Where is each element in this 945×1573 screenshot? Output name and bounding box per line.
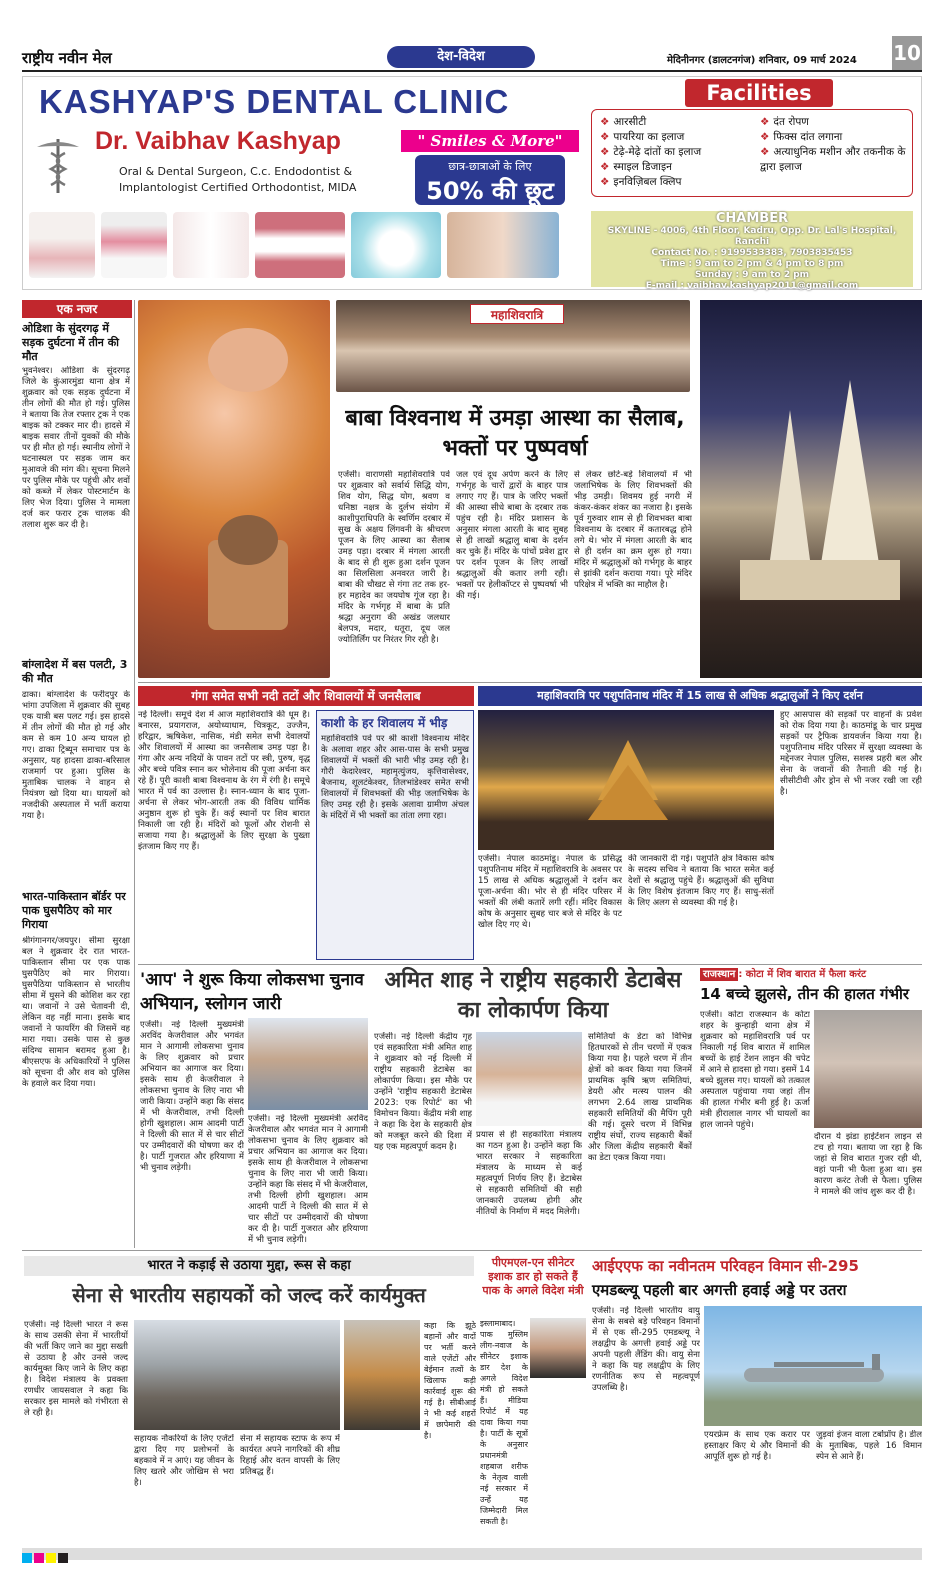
color-swatch: [46, 1553, 56, 1563]
chamber-time: Time : 9 am to 2 pm & 4 pm to 8 pm: [660, 259, 844, 269]
facility-item: ❖ आरसीटी: [600, 115, 758, 130]
ad-credentials-line1: Oral & Dental Surgeon, C.c. Endodontist &: [119, 165, 353, 178]
c295-aircraft-photo: [704, 1306, 922, 1426]
pashupati-col3: हुए आसपास की सड़कों पर वाहनों के प्रवेश को रोक दिया गया है। काठमांडू के चार प्रमुख सड़कों पर ट्रैफिक डायवर्जन किया गया है। पशुपतिनाथ मंदिर परिसर में सुरक्षा व्यवस्था के मद्देनजर नेपाल पुलिस, सशस्त्र प्रहरी बल और सेना के जवानों की तैनाती की गई है। सीसीटीवी और ड्रोन से भी नजर रखी जा रही है।: [780, 710, 922, 797]
top-story-col2: जल एवं दूध अर्पण करने के लिए गर्भगृह के चारों द्वारों के बाहर पात्र लगाए गए हैं। पात्र के जरिए भक्तों की आस्था सीधे बाबा के दरबार तक पहुंच रही है। मंदिर प्रशासन के अनुसार मंगला आरती के बाद सुबह से ही लाखों श्रद्धालु बाबा के दर्शन कर चुके हैं। मंदिर के पांचों प्रवेश द्वार पर दर्शन पूजन के लिए लाखों श्रद्धालुओं की कतार लगी रही। भक्तों पर हेलीकॉप्टर से पुष्पवर्षा भी की गई।: [456, 470, 568, 601]
kota-headline: 14 बच्चे झुलसे, तीन की हालत गंभीर: [700, 985, 910, 1003]
ad-slogan: " Smiles & More": [401, 130, 579, 152]
ganga-sub-box: [316, 710, 474, 960]
chamber-info: [591, 211, 913, 291]
pak-body: इस्लामाबाद। पाक मुस्लिम लीग-नवाज के सीनेटर इशाक डार देश के अगले विदेश मंत्री हो सकते हैं। मीडिया रिपोर्ट में यह दावा किया गया है। पार्टी के सूत्रों के अनुसार प्रधानमंत्री शहबाज शरीफ के नेतृत्व वाली नई सरकार में उन्हें यह जिम्मेदारी मिल सकती है।: [480, 1319, 528, 1526]
russia-col4: कहा कि झूठे बहानों और वादों पर भर्ती करने वाले एजेंटों और बेईमान तत्वों के खिलाफ कड़ी कार्रवाई शुरू की गई है। सीबीआई ने भी कई शहरों में छापेमारी की है।: [424, 1321, 476, 1440]
left-story1-body: भुवनेश्वर। ओडिशा के सुंदरगढ़ जिले के कुंआरमुंडा थाना क्षेत्र में शुक्रवार को एक सड़क दुर्घटना में तीन लोगों की मौत हो गई। पुलिस ने बताया कि तेज रफ्तार ट्रक ने एक बाइक को टक्कर मार दी। हादसे में बाइक सवार तीनों युवकों की मौके पर ही मौत हो गई। स्थानीय लोगों ने घटनास्थल पर सड़क जाम कर मुआवजे की मांग की। सूचना मिलने पर पुलिस मौके पर पहुंची और शवों को कब्जे में लेकर पोस्टमार्टम के लिए भेज दिया। पुलिस ने मामला दर्ज कर फरार ट्रक चालक की तलाश शुरू कर दी है।: [22, 366, 130, 530]
ad-discount-badge: [415, 155, 565, 205]
kejriwal-photo: [248, 1018, 368, 1110]
russia-col2: सहायक नौकरियों के लिए एजेंटों द्वारा दिए गए प्रलोभनों के बहकावे में न आएं। यह जीवन के लिए खतरे और जोखिम से भरा है।: [134, 1434, 234, 1488]
child-patient-image: [447, 212, 559, 278]
pashupati-col2: की जानकारी दी गई। पशुपति क्षेत्र विकास कोष के सदस्य सचिव ने बताया कि भारत समेत कई देशों से श्रद्धालु पहुंचे हैं। श्रद्धालुओं की सुविधा के लिए विशेष इंतजाम किए गए हैं। साधु-संतों के लिए अलग से व्यवस्था की गई है।: [628, 854, 774, 908]
russia-kicker: भारत ने कड़ाई से उठाया मुद्दा, रूस से कहा: [24, 1256, 474, 1276]
shivling-photo: [138, 300, 330, 678]
section-label: देश-विदेश: [387, 46, 535, 68]
kota-kicker: [700, 966, 922, 980]
divider-1: [138, 682, 922, 683]
russia-col1: एजेंसी। नई दिल्ली भारत ने रूस के साथ उसकी सेना में भारतीयों की भर्ती किए जाने का मुद्दा सख्ती से उठाया है और उनसे जल्द कार्यमुक्त किए जाने के लिए कहा है। विदेश मंत्रालय के प्रवक्ता रणधीर जायसवाल ने कहा कि सरकार इस मामले को गंभीरता से ले रही है।: [24, 1320, 128, 1418]
russia-battlefield-photo: [134, 1320, 340, 1430]
discount-line1: छात्र-छात्राओं के लिए: [448, 160, 532, 173]
facility-item: ❖ अत्याधुनिक मशीन और तकनीक के द्वारा इलाज: [760, 145, 910, 175]
chamber-title: CHAMBER: [715, 211, 789, 226]
kota-body-2: दौरान ये झंडा हाईटेंशन लाइन से टच हो गया। बताया जा रहा है कि जहां से शिव बारात गुजर रही थी, वहां पानी भी फैला हुआ था। इस कारण करंट तेजी से फैला। पुलिस ने मामले की जांच शुरू कर दी है।: [814, 1132, 922, 1197]
aap-body: एजेंसी। नई दिल्ली मुख्यमंत्री अरविंद केजरीवाल और भगवंत मान ने आगामी लोकसभा चुनाव के लिए शुक्रवार को प्रचार अभियान का आगाज कर दिया। इसके साथ ही केजरीवाल ने लोकसभा चुनाव के लिए नारा भी जारी किया। उन्होंने कहा कि संसद में भी केजरीवाल, तभी दिल्ली होगी खुशहाल। आम आदमी पार्टी ने दिल्ली की सात में से चार सीटों पर उम्मीदवारों की घोषणा कर दी है। पार्टी गुजरात और हरियाणा में भी चुनाव लड़ेगी।: [140, 1020, 244, 1173]
print-color-bar: [22, 1548, 922, 1560]
ganga-sub-body: महाशिवरात्रि पर्व पर श्री काशी विश्वनाथ मंदिर के अलावा शहर और आस-पास के सभी प्रमुख शिवालयों में भक्तों की भारी भीड़ उमड़ रही है। गौरी केदारेश्वर, महामृत्युंजय, कृत्तिवासेश्वर, बैजनाथ, शूलटंकेश्वर, तिलभांडेश्वर समेत सभी शिवालयों में शिवभक्तों की भीड़ जलाभिषेक के लिए उमड़ रही है। इसके अलावा ग्रामीण अंचल के मंदिरों में भी भक्तों का तांता लगा रहा।: [321, 734, 469, 821]
shah-col2: प्रयास से ही सहकारिता मंत्रालय का गठन हुआ है। उन्होंने कहा कि भारत सरकार ने सहकारिता मंत्रालय के माध्यम से कई महत्वपूर्ण निर्णय लिए हैं। डेटाबेस से सहकारी समितियों की सही जानकारी उपलब्ध होगी और नीतियों के निर्माण में मदद मिलेगी।: [476, 1130, 582, 1217]
ganga-story-body: नई दिल्ली। समूचे देश में आज महाशिवरात्रि की धूम है। बनारस, प्रयागराज, अयोध्याधाम, चित्रकूट, उज्जैन, हरिद्वार, ऋषिकेश, नासिक, मंडी समेत सभी देवालयों और शिवालयों में आस्था का जनसैलाब उमड़ पड़ा है। गंगा और अन्य नदियों के पावन तटों पर स्त्री, पुरुष, वृद्ध और बच्चे पवित्र स्नान कर भोलेनाथ की पूजा अर्चना कर रहे हैं। पूरी काशी बाबा विश्वनाथ के रंग में रंगी है। समूचे भारत में पर्व का उल्लास है। स्नान-ध्यान के बाद पूजा-अर्चना से लेकर भोग-आरती तक की विविध धार्मिक अनुष्ठान शुरू हो चुके हैं। कई स्थानों पर शिव बारात निकाली जा रही है। मंदिरों को फूलों और रोशनी से सजाया गया है। श्रद्धालुओं के लिए सुरक्षा के पुख्ता इंतजाम किए गए हैं।: [138, 710, 310, 852]
discount-line2: 50% की छूट: [426, 177, 554, 205]
facilities-right: [760, 115, 910, 175]
ad-doctor-name: Dr. Vaibhav Kashyap: [95, 127, 341, 155]
top-story-headline: बाबा विश्वनाथ में उमड़ा आस्था का सैलाब, भक्तों पर पुष्पवर्षा: [345, 406, 685, 461]
chamber-email: E-mail : vaibhav.kashyap2011@gmail.com: [645, 281, 859, 291]
caduceus-icon: [33, 135, 83, 195]
ad-credentials-line2: Implantologist Certified Orthodontist, MIDA: [119, 181, 357, 194]
russia-col3: सेना में सहायक स्टाफ के रूप में कार्यरत अपने नागरिकों की शीघ्र रिहाई और वतन वापसी के लिए प्रतिबद्ध हैं।: [240, 1434, 340, 1477]
ishaq-dar-photo: [530, 1318, 586, 1378]
facility-item: ❖ पायरिया का इलाज: [600, 130, 758, 145]
shah-col3: समितियों के डेटा को विभिन्न हितधारकों से तीन चरणों में एकत्र किया गया है। पहले चरण में तीन क्षेत्रों को कवर किया गया जिनमें प्राथमिक कृषि ऋण समितियां, डेयरी और मत्स्य पालन की लगभग 2.64 लाख प्राथमिक सहकारी समितियों की मैपिंग पूरी की गई। दूसरे चरण में विभिन्न राष्ट्रीय संघों, राज्य सहकारी बैंकों और जिला केंद्रीय सहकारी बैंकों का डेटा एकत्र किया गया।: [588, 1032, 692, 1163]
left-column-divider: [134, 300, 135, 1248]
page-number: 10: [892, 36, 922, 70]
color-swatch: [58, 1553, 68, 1563]
aap-headline: 'आप' ने शुरू किया लोकसभा चुनाव अभियान, स्लोगन जारी: [140, 970, 364, 1014]
dateline: मेदिनीनगर (डालटनगंज) शनिवार, 09 मार्च 2024: [667, 55, 857, 66]
ganga-story-banner: गंगा समेत सभी नदी तटों और शिवालयों में जनसैलाब: [138, 686, 474, 706]
color-swatch: [22, 1553, 32, 1563]
iaf-col1: एजेंसी। नई दिल्ली भारतीय वायु सेना के सबसे बड़े परिवहन विमानों में से एक सी-295 एमडब्ल्यू ने लक्षद्वीप के अगत्ती हवाई अड्डे पर अपनी पहली लैंडिंग की। वायु सेना ने कहा कि यह लक्षद्वीप के लिए रणनीतिक रूप से महत्वपूर्ण उपलब्धि है।: [592, 1306, 700, 1393]
amit-shah-photo: [476, 1032, 582, 1126]
facilities-left: [600, 115, 758, 190]
tooth-image: [351, 212, 441, 278]
facilities-title: Facilities: [685, 79, 833, 107]
gums-image: [101, 212, 167, 278]
smile-image: [255, 212, 345, 278]
facility-item: ❖ फिक्स दांत लगाना: [760, 130, 910, 145]
top-story-kicker: महाशिवरात्रि: [470, 304, 564, 324]
shah-col1: एजेंसी। नई दिल्ली केंद्रीय गृह एवं सहकारिता मंत्री अमित शाह ने शुक्रवार को नई दिल्ली में राष्ट्रीय सहकारी डेटाबेस का लोकार्पण किया। इस मौके पर उन्होंने 'राष्ट्रीय सहकारी डेटाबेस 2023: एक रिपोर्ट' का भी विमोचन किया। केंद्रीय मंत्री शाह ने कहा कि देश के सहकारी क्षेत्र को मजबूत करने की दिशा में यह एक महत्वपूर्ण कदम है।: [374, 1032, 472, 1152]
pashupati-temple-photo: [478, 710, 774, 850]
ganga-sub-headline: काशी के हर शिवालय में भीड़: [321, 716, 448, 730]
iaf-col3: जुड़वां इंजन वाला टर्बोप्रॉप है। डील के मुताबिक, पहले 16 विमान स्पेन से आने हैं।: [816, 1430, 922, 1462]
temple-night-photo: [700, 300, 922, 678]
top-story-col1: एजेंसी। वाराणसी महाशिवरात्रि पर्व पर शुक्रवार को सर्वार्थ सिद्धि योग, शिव योग, सिद्ध योग, श्रवण व धनिष्ठा नक्षत्र के दुर्लभ संयोग में काशीपुराधिपति के स्वर्णिम दरबार में सुख के अक्षय लिंगवनी के श्रीचरण पूजन के लिए आस्था का सैलाब उमड़ पड़ा। दरबार में मंगला आरती के बाद से ही शुरू हुआ दर्शन पूजन का सिलसिला अनवरत जारी है। बाबा की चौखट से गंगा तट तक हर-हर महादेव का जयघोष गूंज रहा है। मंदिर के गर्भगृह में बाबा के प्रति श्रद्धा अनुराग की अखंड जलधार बेलपत्र, मदार, धतूरा, दूध जल ज्योतिर्लिंग पर निरंतर गिर रही है।: [338, 470, 450, 645]
facility-item: ❖ टेढ़े-मेढ़े दांतों का इलाज: [600, 145, 758, 160]
kota-body: एजेंसी। कोटा राजस्थान के कोटा शहर के कुन्हाड़ी थाना क्षेत्र में शुक्रवार को महाशिवरात्रि पर्व पर निकाली गई शिव बारात में शामिल बच्चों के हाई टेंशन लाइन की चपेट में आने से हादसा हो गया। इसमें 14 बच्चे झुलस गए। घायलों को तत्काल अस्पताल पहुंचाया गया जहां तीन की हालत गंभीर बनी हुई है। ऊर्जा मंत्री हीरालाल नागर भी घायलों का हाल जानने पहुंचे।: [700, 1010, 810, 1130]
shah-headline: अमित शाह ने राष्ट्रीय सहकारी डेटाबेस का लोकार्पण किया: [384, 968, 682, 1023]
iaf-headline: आईएएफ का नवीनतम परिवहन विमान सी-295: [592, 1257, 859, 1275]
masthead: [22, 36, 922, 72]
left-story3-headline: भारत-पाकिस्तान बॉर्डर पर पाक घुसपैठिए को मार गिराया: [22, 890, 126, 931]
facilities-list: [591, 109, 913, 197]
chamber-contact: Contact No. : 9199533383, 7903835453: [651, 248, 853, 258]
left-story1-headline: ओडिशा के सुंदरगढ़ में सड़क दुर्घटना में तीन की मौत: [22, 322, 120, 363]
chamber-sunday: Sunday : 9 am to 2 pm: [694, 270, 810, 280]
dentures-image: [29, 212, 95, 278]
chamber-address: SKYLINE - 4006, 4th Floor, Kadru, Opp. Dr. Lal's Hospital, Ranchi: [607, 226, 897, 247]
top-story-col3: से लेकर छोटे-बड़े शिवालयों में भी जलाभिषेक के लिए शिवभक्तों की भीड़ उमड़ी। शिवमय हुई नगरी में कंकर-कंकर शंकर का नजारा है। इसके पूर्व गुरुवार शाम से ही शिवभक्त बाबा विश्वनाथ के दरबार में कतारबद्ध होने लगे थे। भोर में मंगला आरती के बाद से ही दर्शन का क्रम शुरू हो गया। मंदिर में श्रद्धालुओं को गर्भगृह के बाहर से झांकी दर्शन कराया गया। पूरे मंदिर परिक्षेत्र में भक्ति का माहौल है।: [574, 470, 692, 590]
ek-nazar-label: एक नजर: [22, 300, 132, 318]
facility-item: ❖ स्माइल डिजाइन: [600, 160, 758, 175]
russia-soldier-photo: [344, 1320, 420, 1430]
divider-3: [22, 1250, 922, 1251]
left-story3-body: श्रीगंगानगर/जयपुर। सीमा सुरक्षा बल ने शुक्रवार देर रात भारत-पाकिस्तान सीमा पर एक पाक घुसपैठिए को मार गिराया। घुसपैठिया पाकिस्तान से भारतीय सीमा में घुसने की कोशिश कर रहा था। जवानों ने उसे चेतावनी दी, लेकिन वह नहीं माना। इसके बाद जवानों ने फायरिंग की जिसमें वह मारा गया। उसके पास से कुछ संदिग्ध सामान बरामद हुआ है। बीएसएफ के अधिकारियों ने पुलिस को सूचना दी और शव को पुलिस के हवाले कर दिया गया।: [22, 936, 130, 1089]
left-story2-body: ढाका। बांग्लादेश के फरीदपुर के भांगा उपजिला में शुक्रवार की सुबह एक यात्री बस पलट गई। इस हादसे में तीन लोगों की मौत हो गई और कम से कम 10 अन्य घायल हो गए। ढाका ट्रिब्यून समाचार पत्र के अनुसार, यह हादसा ढाका-बरिसाल राजमार्ग पर हुआ। पुलिस के मुताबिक चालक ने वाहन से नियंत्रण खो दिया था। घायलों को नजदीकी अस्पताल में भर्ती कराया गया है।: [22, 690, 130, 821]
russia-headline: सेना से भारतीय सहायकों को जल्द करें कार्यमुक्त: [72, 1283, 426, 1307]
implant-image: [173, 212, 249, 278]
paper-name: राष्ट्रीय नवीन मेल: [22, 49, 112, 67]
divider-2: [138, 964, 922, 965]
kota-kicker-rest: : कोटा में शिव बारात में फैला करंट: [738, 969, 867, 980]
pashupati-col1: एजेंसी। नेपाल काठमांडू। नेपाल के प्रसिद्ध पशुपतिनाथ मंदिर में महाशिवरात्रि के अवसर पर 15 लाख से अधिक श्रद्धालुओं ने दर्शन कर पूजा-अर्चना की। भोर से ही मंदिर परिसर में भक्तों की लंबी कतारें लगी रहीं। मंदिर विकास कोष के अनुसार सुबह चार बजे से मंदिर के पट खोल दिए गए थे।: [478, 854, 622, 930]
pak-headline: पीएमएल-एन सीनेटर इशाक डार हो सकते हैं पाक के अगले विदेश मंत्री: [482, 1256, 584, 1297]
dental-clinic-ad: [22, 76, 922, 290]
ad-title: KASHYAP'S DENTAL CLINIC: [39, 83, 510, 120]
pashupati-banner: महाशिवरात्रि पर पशुपतिनाथ मंदिर में 15 लाख से अधिक श्रद्धालुओं ने किए दर्शन: [478, 686, 922, 706]
aap-body-2: एजेंसी। नई दिल्ली मुख्यमंत्री अरविंद केजरीवाल और भगवंत मान ने आगामी लोकसभा चुनाव के लिए शुक्रवार को प्रचार अभियान का आगाज कर दिया। इसके साथ ही केजरीवाल ने लोकसभा चुनाव के लिए नारा भी जारी किया। उन्होंने कहा कि संसद में भी केजरीवाल, तभी दिल्ली होगी खुशहाल। आम आदमी पार्टी ने दिल्ली की सात में से चार सीटों पर उम्मीदवारों की घोषणा कर दी है। पार्टी गुजरात और हरियाणा में भी चुनाव लड़ेगी।: [248, 1114, 368, 1245]
left-story2-headline: बांग्लादेश में बस पलटी, 3 की मौत: [22, 658, 128, 685]
facility-item: ❖ इनविज़िबल क्लिप: [600, 175, 758, 190]
iaf-headline-2: एमडब्ल्यू पहली बार अगत्ती हवाई अड्डे पर उतरा: [592, 1281, 847, 1299]
facility-item: ❖ दंत रोपण: [760, 115, 910, 130]
kota-injured-photo: [814, 1010, 922, 1128]
kota-kicker-label: राजस्थान: [700, 968, 738, 981]
color-swatch: [34, 1553, 44, 1563]
iaf-col2: एयरफ्रेम के साथ एक करार पर हस्ताक्षर किए थे और विमानों की आपूर्ति शुरू हो गई है।: [704, 1430, 810, 1462]
